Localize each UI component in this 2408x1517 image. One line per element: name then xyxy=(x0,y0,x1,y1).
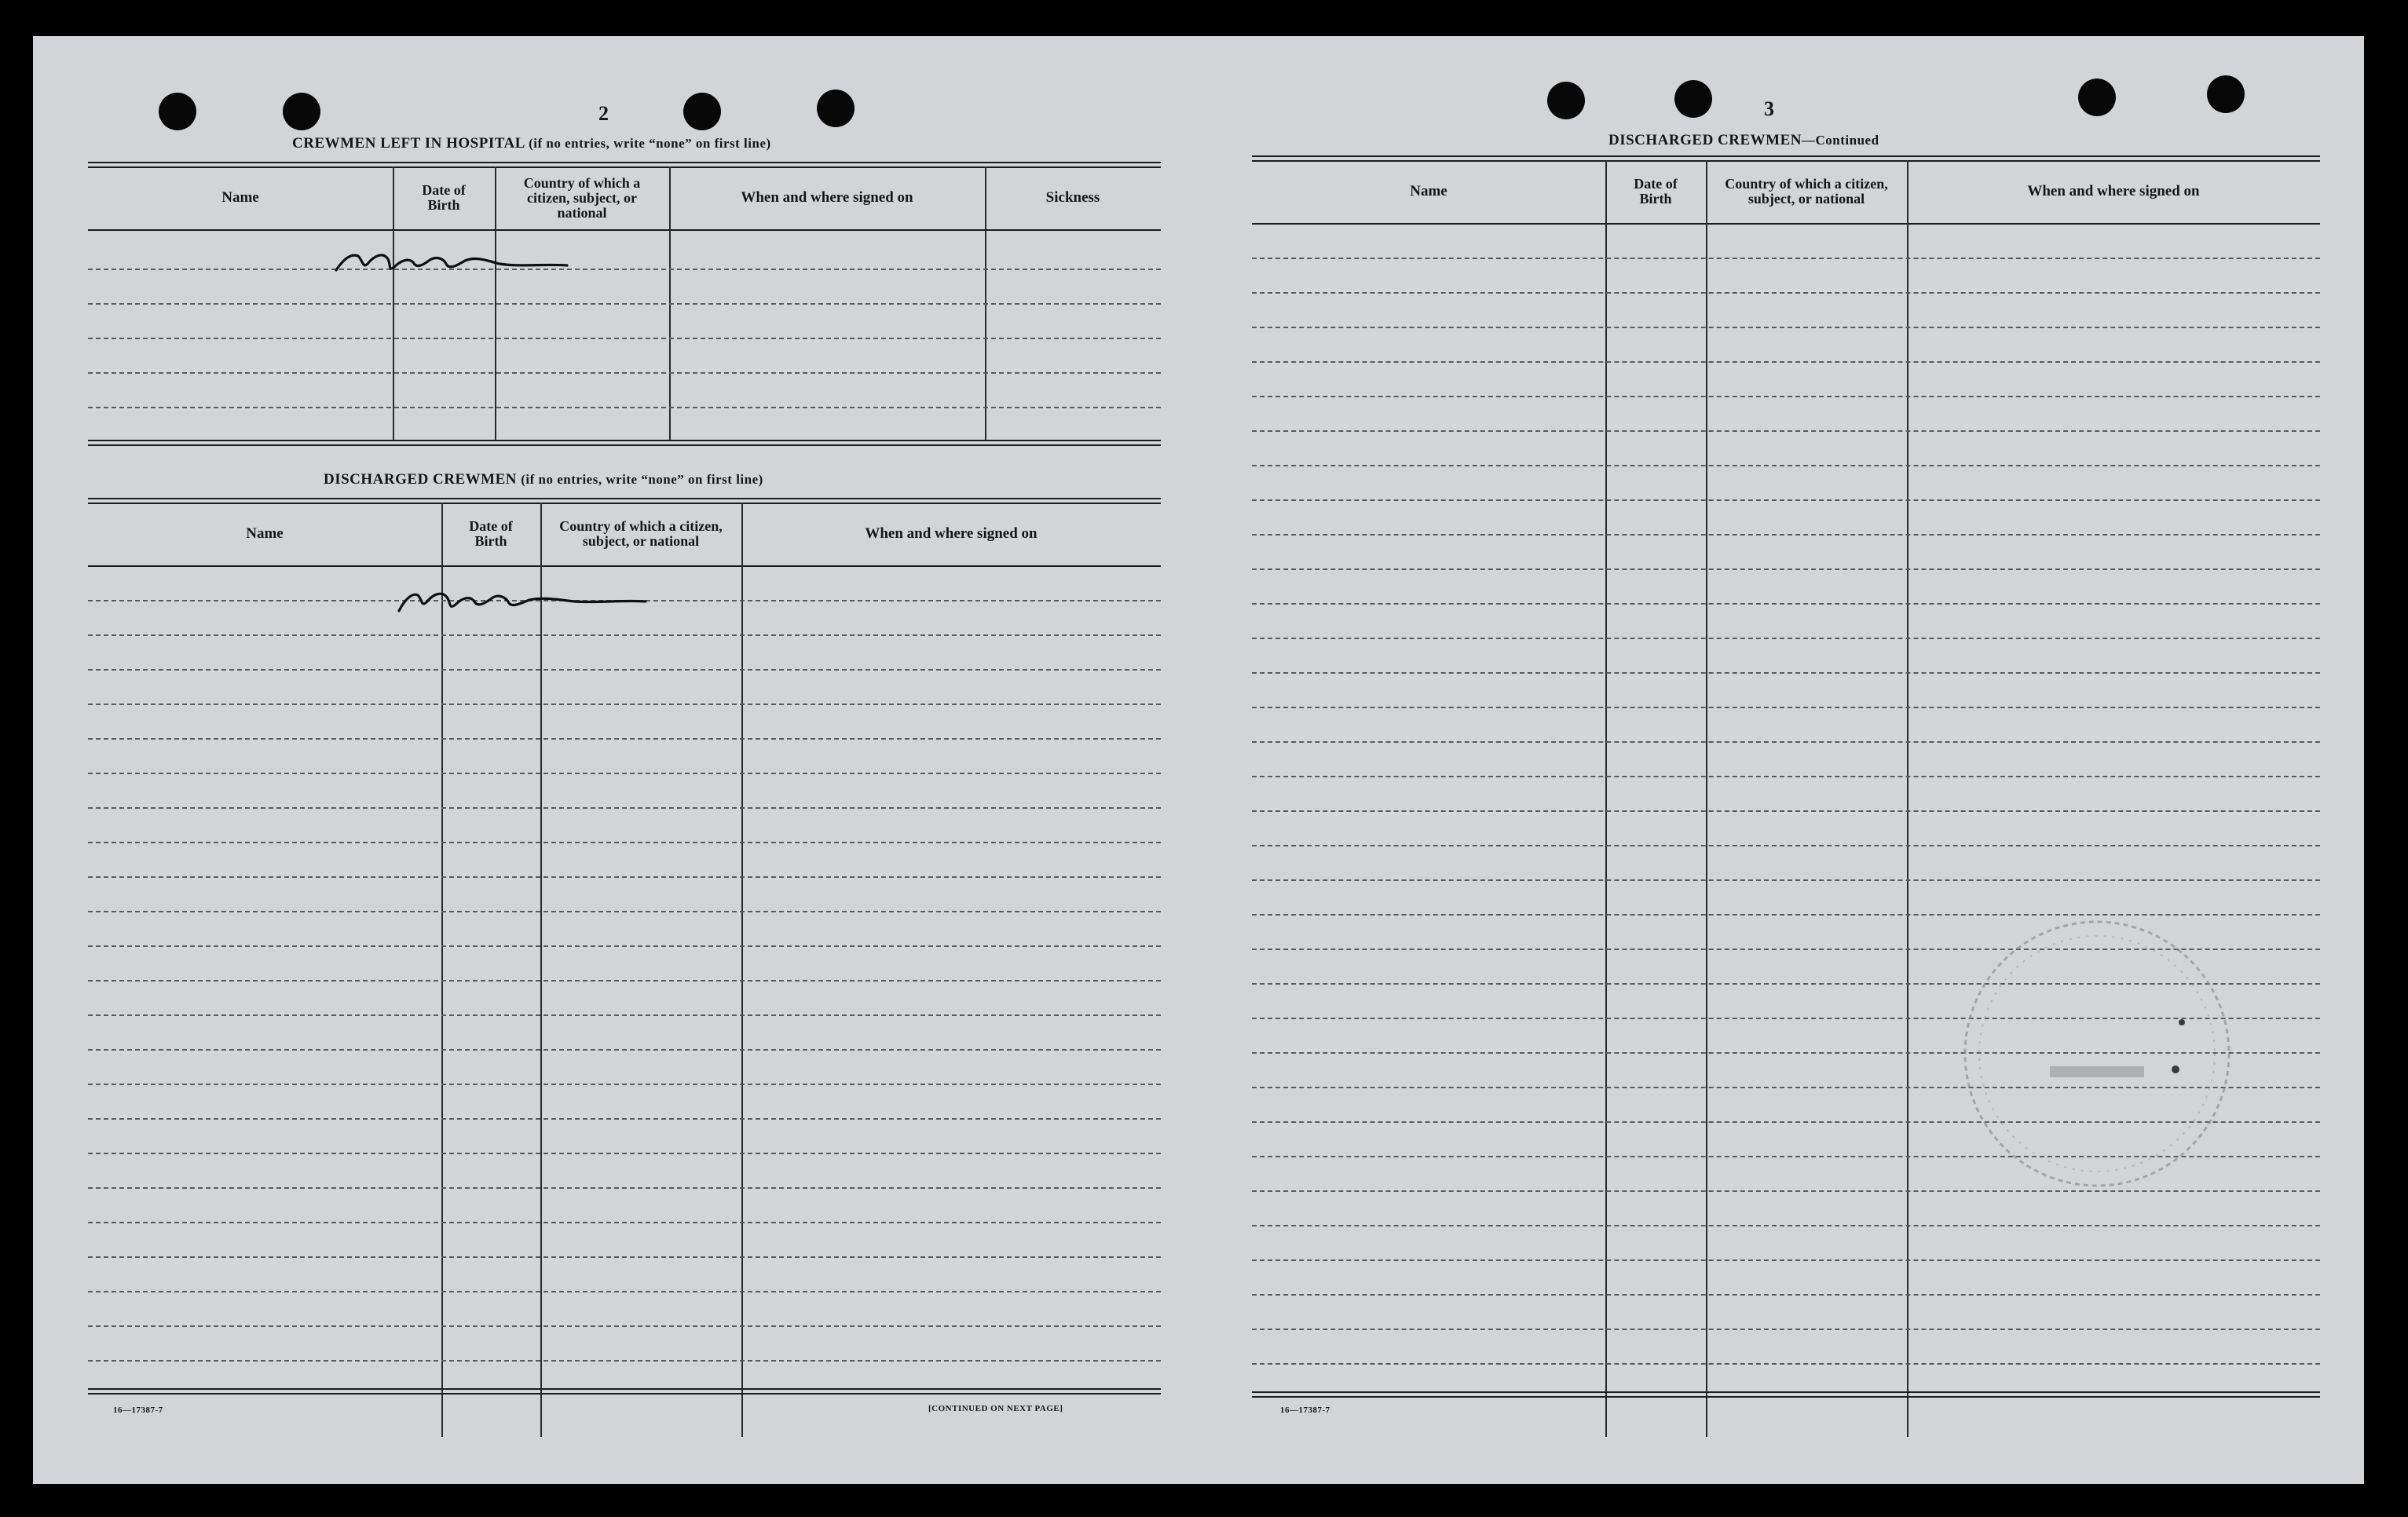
right-row-line xyxy=(1252,810,2320,812)
right-col-dob: Date of Birth xyxy=(1634,176,1678,207)
right-bottom-rule xyxy=(1252,1391,2320,1393)
right-row-line xyxy=(1252,465,2320,466)
discharged-row-line xyxy=(88,669,1161,671)
discharged-row-line xyxy=(88,1153,1161,1154)
right-row-line xyxy=(1252,879,2320,881)
discharged-row-line xyxy=(88,773,1161,774)
punch-hole xyxy=(1547,82,1585,119)
hospital-instruction: (if no entries, write “none” on first line) xyxy=(529,136,771,151)
right-row-line xyxy=(1252,534,2320,536)
right-row-line xyxy=(1252,1363,2320,1365)
hospital-top-rule xyxy=(88,162,1161,163)
discharged-row-line xyxy=(88,738,1161,740)
hospital-bottom-rule xyxy=(88,440,1161,441)
right-col-country: Country of which a citizen, subject, or national xyxy=(1725,176,1888,207)
right-row-line xyxy=(1252,396,2320,397)
discharged-col-country: Country of which a citizen, subject, or national xyxy=(559,518,723,549)
hospital-row-line xyxy=(88,372,1161,374)
hospital-bottom-rule-2 xyxy=(88,444,1161,446)
right-row-line xyxy=(1252,1329,2320,1330)
discharged-col-signed: When and where signed on xyxy=(865,525,1037,542)
right-col-divider xyxy=(1605,160,1607,1437)
discharged-bottom-rule xyxy=(88,1388,1161,1390)
handwritten-none-hospital xyxy=(331,237,591,284)
form-number-right: 16—17387-7 xyxy=(1280,1406,1330,1415)
discharged-col-dob: Date of Birth xyxy=(469,518,513,549)
right-row-line xyxy=(1252,361,2320,363)
right-row-line xyxy=(1252,776,2320,777)
right-row-line xyxy=(1252,1225,2320,1226)
discharged-bottom-rule-2 xyxy=(88,1393,1161,1395)
right-row-line xyxy=(1252,672,2320,674)
discharged-row-line xyxy=(88,1014,1161,1016)
discharged-row-line xyxy=(88,1084,1161,1085)
discharged-row-line xyxy=(88,634,1161,636)
discharged-row-line xyxy=(88,980,1161,981)
punch-hole xyxy=(683,93,721,130)
discharged-col-divider xyxy=(441,503,443,1437)
discharged-col-name: Name xyxy=(246,525,284,542)
discharged-row-line xyxy=(88,807,1161,809)
hospital-section-title xyxy=(292,135,771,152)
right-section-title xyxy=(1608,132,1879,149)
hospital-col-sickness: Sickness xyxy=(1045,189,1100,206)
continued-note: [CONTINUED ON NEXT PAGE] xyxy=(928,1404,1063,1413)
right-row-line xyxy=(1252,845,2320,846)
hospital-row-line xyxy=(88,269,1161,270)
hospital-header-underline xyxy=(88,229,1161,231)
page-number-left: 2 xyxy=(598,102,609,125)
scanned-document xyxy=(33,36,2364,1484)
discharged-col-divider xyxy=(741,503,743,1437)
hospital-row-line xyxy=(88,303,1161,305)
right-title-text: DISCHARGED CREWMEN xyxy=(1608,132,1802,148)
hospital-col-signed: When and where signed on xyxy=(741,189,913,206)
right-row-line xyxy=(1252,1259,2320,1261)
hospital-row-line xyxy=(88,338,1161,339)
discharged-top-rule xyxy=(88,498,1161,499)
discharged-row-line xyxy=(88,1187,1161,1189)
discharged-row-line xyxy=(88,1291,1161,1292)
discharged-row-line xyxy=(88,911,1161,912)
right-title-suffix: —Continued xyxy=(1802,133,1879,148)
right-row-line xyxy=(1252,568,2320,570)
right-col-name: Name xyxy=(1410,183,1447,199)
hospital-title-text: CREWMEN LEFT IN HOSPITAL xyxy=(292,135,525,152)
punch-hole xyxy=(817,90,855,127)
discharged-title-text: DISCHARGED CREWMEN xyxy=(324,471,517,488)
right-row-line xyxy=(1252,638,2320,639)
discharged-row-line xyxy=(88,1118,1161,1120)
discharged-row-line xyxy=(88,876,1161,878)
right-row-line xyxy=(1252,430,2320,432)
discharged-row-line xyxy=(88,1360,1161,1362)
right-row-line xyxy=(1252,1294,2320,1296)
right-top-rule xyxy=(1252,155,2320,157)
right-row-line xyxy=(1252,603,2320,605)
discharged-row-line xyxy=(88,842,1161,843)
right-row-line xyxy=(1252,707,2320,708)
discharged-col-divider xyxy=(540,503,542,1437)
discharged-row-line xyxy=(88,704,1161,705)
hospital-col-name: Name xyxy=(221,189,259,206)
right-col-divider xyxy=(1706,160,1707,1437)
right-row-line xyxy=(1252,499,2320,501)
punch-hole xyxy=(159,93,196,130)
discharged-row-line xyxy=(88,1256,1161,1258)
handwritten-none-discharged xyxy=(394,575,653,622)
punch-hole xyxy=(2078,79,2116,116)
punch-hole xyxy=(1674,80,1712,118)
discharged-row-line xyxy=(88,1222,1161,1223)
right-bottom-rule-2 xyxy=(1252,1396,2320,1398)
hospital-col-country: Country of which a citizen, subject, or national xyxy=(523,174,641,221)
right-row-line xyxy=(1252,292,2320,294)
discharged-row-line xyxy=(88,945,1161,947)
discharged-section-title xyxy=(324,471,763,488)
discharged-instruction: (if no entries, write “none” on first line) xyxy=(521,472,763,487)
right-header-underline xyxy=(1252,223,2320,225)
hospital-col-dob: Date of Birth xyxy=(422,182,466,213)
page-number-right: 3 xyxy=(1764,97,1774,120)
hospital-row-line xyxy=(88,407,1161,408)
right-row-line xyxy=(1252,258,2320,259)
form-number-left: 16—17387-7 xyxy=(113,1406,163,1415)
right-row-line xyxy=(1252,327,2320,328)
faint-circular-stamp xyxy=(1956,912,2238,1195)
punch-hole xyxy=(283,93,320,130)
right-row-line xyxy=(1252,741,2320,743)
discharged-row-line xyxy=(88,1049,1161,1051)
punch-hole xyxy=(2207,75,2245,113)
right-col-signed: When and where signed on xyxy=(2027,183,2200,199)
discharged-row-line xyxy=(88,1325,1161,1327)
right-col-divider xyxy=(1907,160,1908,1437)
discharged-header-underline xyxy=(88,565,1161,567)
